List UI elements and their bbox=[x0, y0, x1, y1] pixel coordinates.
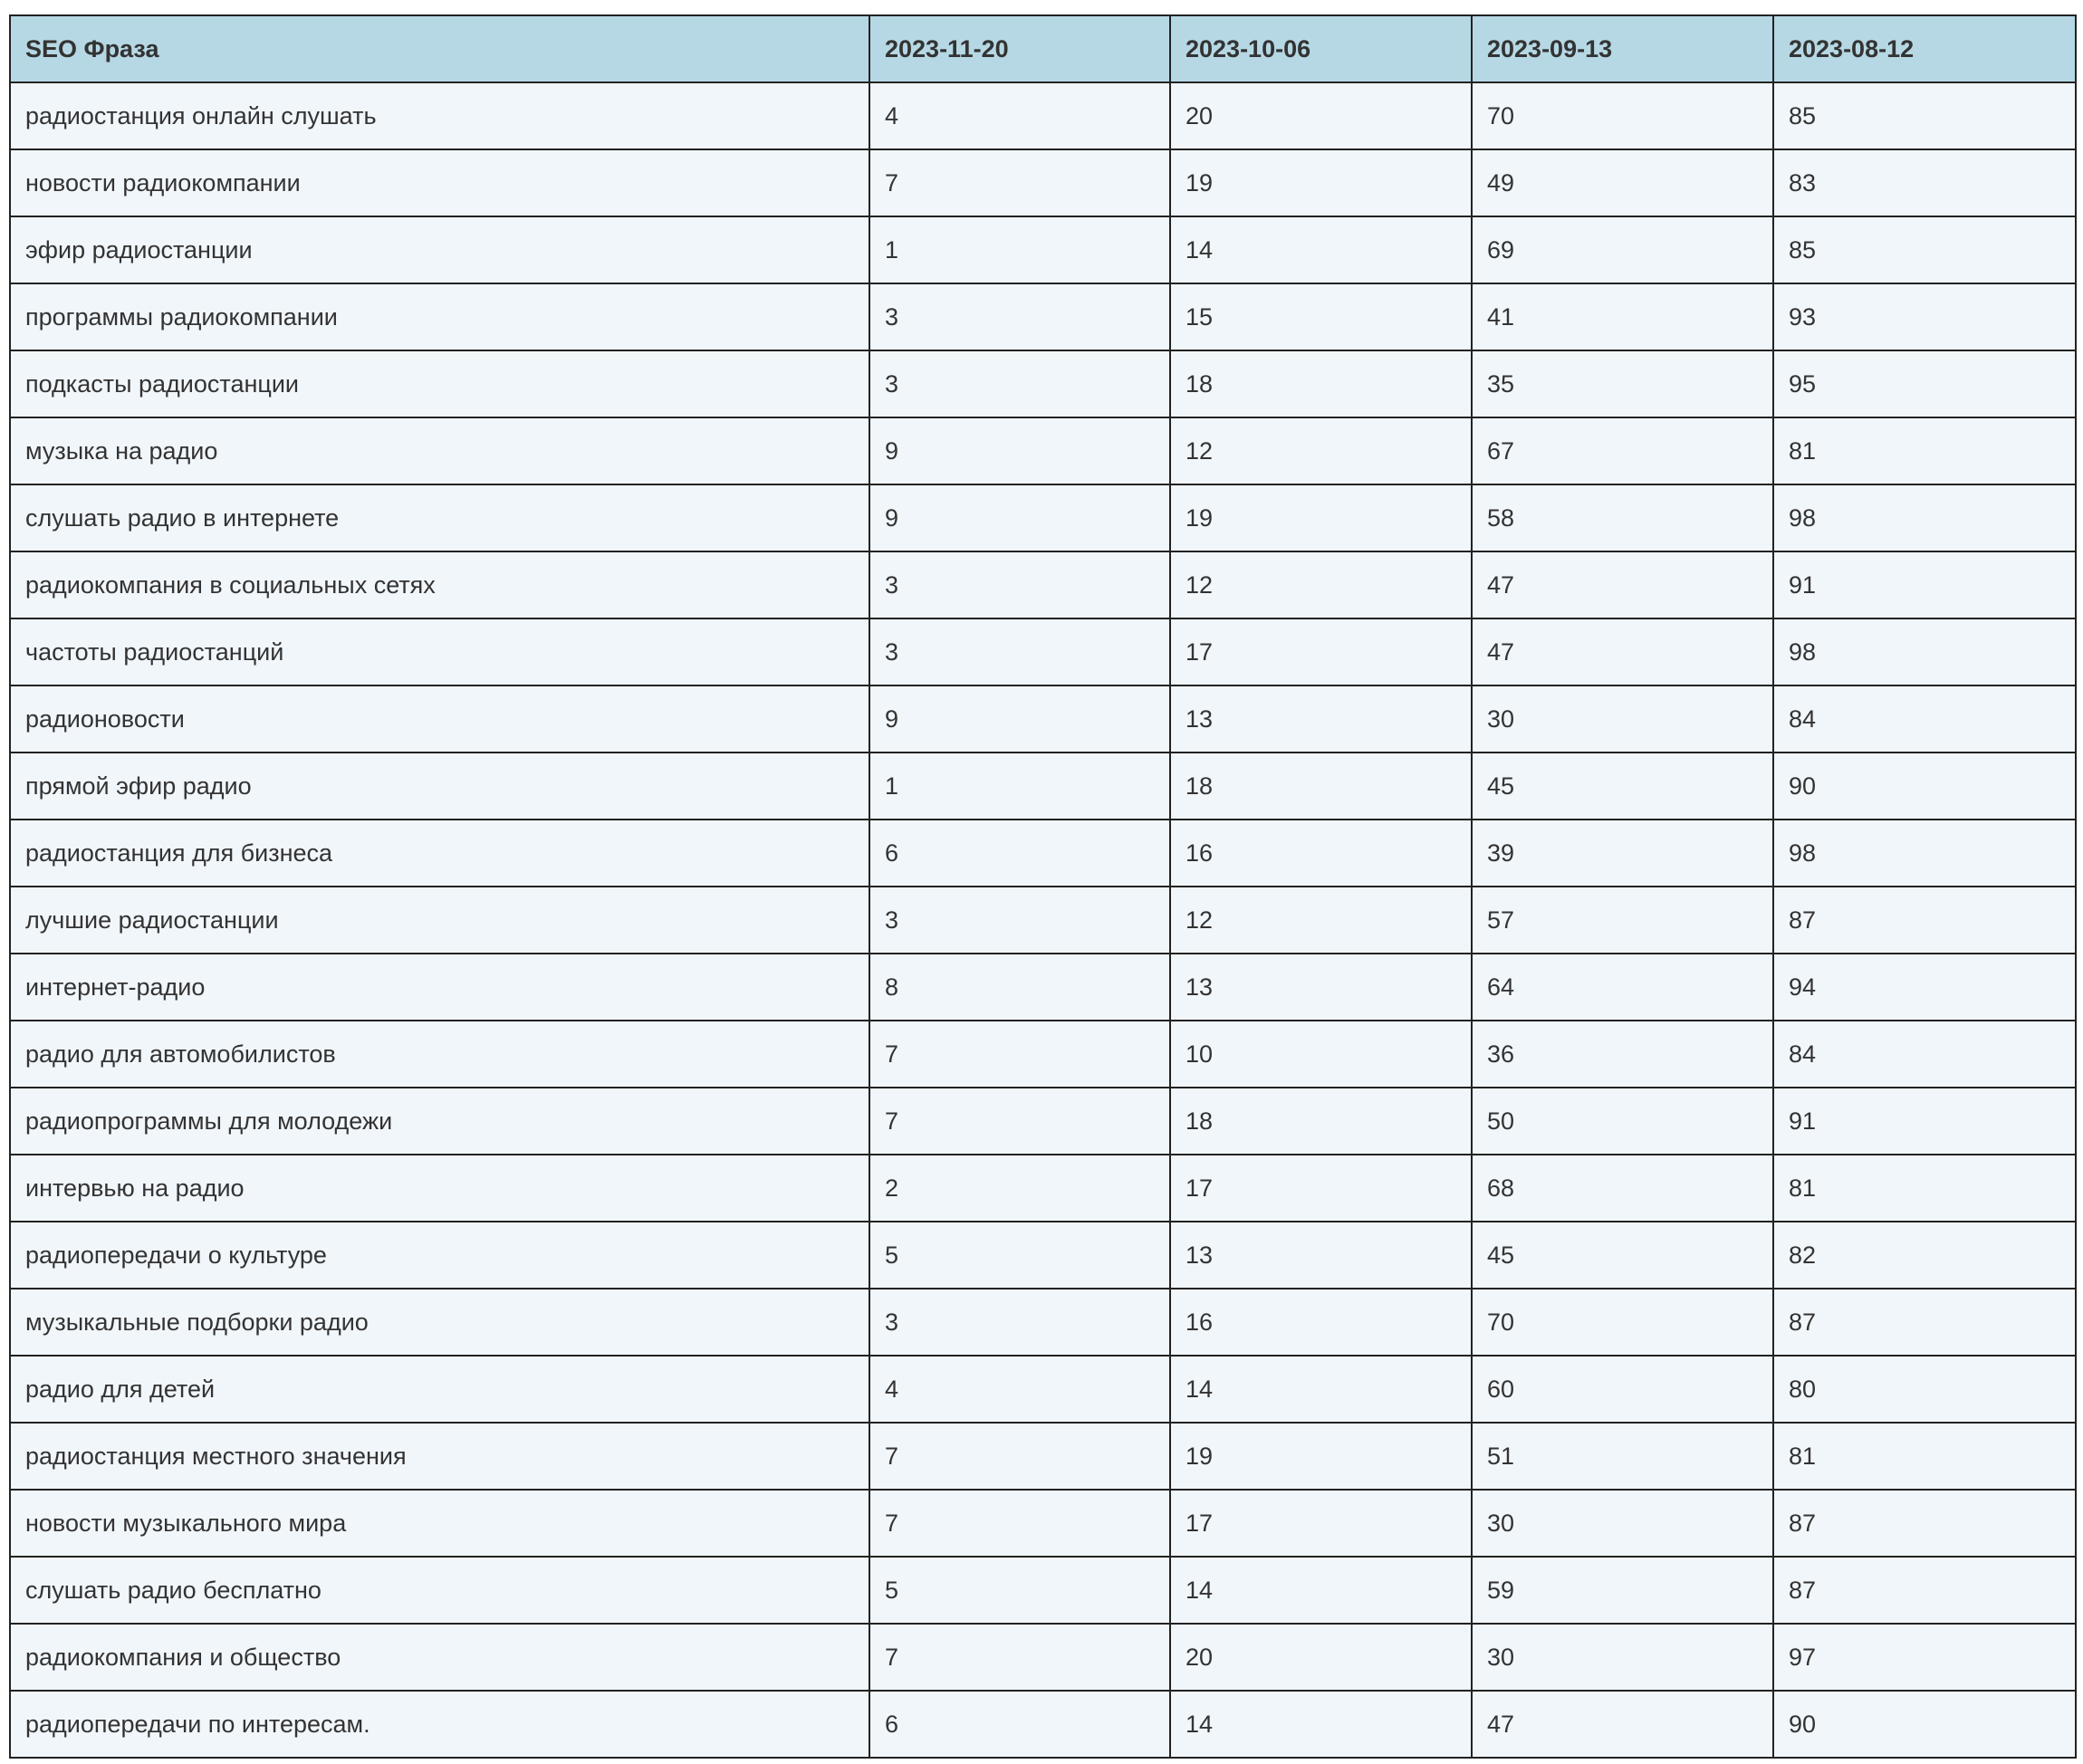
cell-seo-phrase: эфир радиостанции bbox=[10, 216, 869, 283]
cell-position: 17 bbox=[1170, 1490, 1472, 1557]
cell-position: 8 bbox=[869, 954, 1170, 1021]
cell-position: 6 bbox=[869, 820, 1170, 887]
cell-position: 93 bbox=[1773, 283, 2076, 350]
cell-position: 14 bbox=[1170, 216, 1472, 283]
cell-seo-phrase: частоты радиостанций bbox=[10, 618, 869, 685]
table-row bbox=[10, 149, 2076, 216]
cell-position: 7 bbox=[869, 1624, 1170, 1691]
cell-position: 98 bbox=[1773, 618, 2076, 685]
cell-position: 57 bbox=[1472, 887, 1773, 954]
cell-position: 35 bbox=[1472, 350, 1773, 417]
cell-position: 45 bbox=[1472, 1222, 1773, 1289]
table-row bbox=[10, 350, 2076, 417]
cell-position: 95 bbox=[1773, 350, 2076, 417]
cell-seo-phrase: слушать радио в интернете bbox=[10, 484, 869, 551]
cell-position: 16 bbox=[1170, 1289, 1472, 1356]
table-row bbox=[10, 887, 2076, 954]
cell-position: 98 bbox=[1773, 820, 2076, 887]
cell-position: 84 bbox=[1773, 685, 2076, 753]
cell-position: 49 bbox=[1472, 149, 1773, 216]
cell-position: 3 bbox=[869, 618, 1170, 685]
cell-position: 18 bbox=[1170, 1088, 1472, 1155]
table-row bbox=[10, 1423, 2076, 1490]
cell-position: 84 bbox=[1773, 1021, 2076, 1088]
cell-position: 7 bbox=[869, 1490, 1170, 1557]
cell-position: 47 bbox=[1472, 618, 1773, 685]
table-row bbox=[10, 283, 2076, 350]
cell-position: 47 bbox=[1472, 551, 1773, 618]
cell-position: 13 bbox=[1170, 954, 1472, 1021]
cell-position: 87 bbox=[1773, 1289, 2076, 1356]
column-header-date: 2023-09-13 bbox=[1472, 15, 1773, 82]
column-header-date: 2023-08-12 bbox=[1773, 15, 2076, 82]
cell-position: 1 bbox=[869, 753, 1170, 820]
cell-position: 10 bbox=[1170, 1021, 1472, 1088]
table-row bbox=[10, 1289, 2076, 1356]
cell-position: 91 bbox=[1773, 1088, 2076, 1155]
cell-position: 81 bbox=[1773, 417, 2076, 484]
cell-seo-phrase: радиопередачи о культуре bbox=[10, 1222, 869, 1289]
cell-position: 58 bbox=[1472, 484, 1773, 551]
table-row bbox=[10, 417, 2076, 484]
table-row bbox=[10, 1356, 2076, 1423]
cell-position: 94 bbox=[1773, 954, 2076, 1021]
table-row bbox=[10, 1490, 2076, 1557]
cell-position: 20 bbox=[1170, 1624, 1472, 1691]
column-header-phrase: SEO Фраза bbox=[10, 15, 869, 82]
cell-seo-phrase: музыка на радио bbox=[10, 417, 869, 484]
cell-seo-phrase: прямой эфир радио bbox=[10, 753, 869, 820]
cell-seo-phrase: радиопередачи по интересам. bbox=[10, 1691, 869, 1758]
cell-position: 3 bbox=[869, 350, 1170, 417]
table-row bbox=[10, 1557, 2076, 1624]
cell-position: 18 bbox=[1170, 753, 1472, 820]
cell-seo-phrase: радиостанция онлайн слушать bbox=[10, 82, 869, 149]
cell-position: 69 bbox=[1472, 216, 1773, 283]
cell-position: 90 bbox=[1773, 753, 2076, 820]
cell-position: 9 bbox=[869, 417, 1170, 484]
cell-position: 81 bbox=[1773, 1423, 2076, 1490]
cell-seo-phrase: музыкальные подборки радио bbox=[10, 1289, 869, 1356]
cell-seo-phrase: слушать радио бесплатно bbox=[10, 1557, 869, 1624]
cell-position: 3 bbox=[869, 1289, 1170, 1356]
cell-position: 9 bbox=[869, 685, 1170, 753]
cell-position: 67 bbox=[1472, 417, 1773, 484]
table-row bbox=[10, 820, 2076, 887]
cell-position: 3 bbox=[869, 551, 1170, 618]
cell-position: 15 bbox=[1170, 283, 1472, 350]
cell-position: 17 bbox=[1170, 618, 1472, 685]
cell-position: 5 bbox=[869, 1557, 1170, 1624]
cell-position: 39 bbox=[1472, 820, 1773, 887]
cell-position: 68 bbox=[1472, 1155, 1773, 1222]
column-header-date: 2023-10-06 bbox=[1170, 15, 1472, 82]
cell-position: 87 bbox=[1773, 1490, 2076, 1557]
cell-position: 90 bbox=[1773, 1691, 2076, 1758]
cell-position: 82 bbox=[1773, 1222, 2076, 1289]
table-row bbox=[10, 484, 2076, 551]
cell-position: 47 bbox=[1472, 1691, 1773, 1758]
cell-seo-phrase: радионовости bbox=[10, 685, 869, 753]
cell-position: 50 bbox=[1472, 1088, 1773, 1155]
cell-position: 13 bbox=[1170, 685, 1472, 753]
cell-position: 5 bbox=[869, 1222, 1170, 1289]
table-row bbox=[10, 1088, 2076, 1155]
cell-position: 45 bbox=[1472, 753, 1773, 820]
column-header-date: 2023-11-20 bbox=[869, 15, 1170, 82]
cell-position: 12 bbox=[1170, 887, 1472, 954]
cell-seo-phrase: радиостанция местного значения bbox=[10, 1423, 869, 1490]
cell-position: 3 bbox=[869, 887, 1170, 954]
cell-seo-phrase: радиопрограммы для молодежи bbox=[10, 1088, 869, 1155]
cell-position: 59 bbox=[1472, 1557, 1773, 1624]
table-row bbox=[10, 1691, 2076, 1758]
cell-position: 12 bbox=[1170, 417, 1472, 484]
cell-position: 19 bbox=[1170, 149, 1472, 216]
cell-seo-phrase: лучшие радиостанции bbox=[10, 887, 869, 954]
cell-position: 60 bbox=[1472, 1356, 1773, 1423]
cell-seo-phrase: радиокомпания в социальных сетях bbox=[10, 551, 869, 618]
cell-position: 30 bbox=[1472, 1490, 1773, 1557]
cell-position: 87 bbox=[1773, 1557, 2076, 1624]
cell-seo-phrase: новости радиокомпании bbox=[10, 149, 869, 216]
cell-position: 14 bbox=[1170, 1356, 1472, 1423]
cell-position: 1 bbox=[869, 216, 1170, 283]
cell-position: 30 bbox=[1472, 1624, 1773, 1691]
cell-position: 19 bbox=[1170, 484, 1472, 551]
cell-position: 16 bbox=[1170, 820, 1472, 887]
table-row bbox=[10, 216, 2076, 283]
table-row bbox=[10, 954, 2076, 1021]
cell-seo-phrase: подкасты радиостанции bbox=[10, 350, 869, 417]
cell-position: 7 bbox=[869, 1021, 1170, 1088]
cell-position: 12 bbox=[1170, 551, 1472, 618]
cell-position: 19 bbox=[1170, 1423, 1472, 1490]
cell-position: 70 bbox=[1472, 1289, 1773, 1356]
table-row bbox=[10, 618, 2076, 685]
cell-seo-phrase: радио для автомобилистов bbox=[10, 1021, 869, 1088]
cell-position: 98 bbox=[1773, 484, 2076, 551]
cell-position: 18 bbox=[1170, 350, 1472, 417]
cell-position: 70 bbox=[1472, 82, 1773, 149]
table-header-row bbox=[10, 15, 2076, 82]
cell-position: 83 bbox=[1773, 149, 2076, 216]
cell-position: 85 bbox=[1773, 82, 2076, 149]
cell-seo-phrase: радио для детей bbox=[10, 1356, 869, 1423]
table-row bbox=[10, 551, 2076, 618]
cell-seo-phrase: новости музыкального мира bbox=[10, 1490, 869, 1557]
cell-seo-phrase: программы радиокомпании bbox=[10, 283, 869, 350]
cell-position: 20 bbox=[1170, 82, 1472, 149]
table-row bbox=[10, 1222, 2076, 1289]
cell-position: 7 bbox=[869, 1088, 1170, 1155]
cell-seo-phrase: интервью на радио bbox=[10, 1155, 869, 1222]
cell-position: 97 bbox=[1773, 1624, 2076, 1691]
cell-position: 6 bbox=[869, 1691, 1170, 1758]
table-row bbox=[10, 1624, 2076, 1691]
table-row bbox=[10, 82, 2076, 149]
cell-position: 7 bbox=[869, 1423, 1170, 1490]
cell-seo-phrase: радиостанция для бизнеса bbox=[10, 820, 869, 887]
cell-position: 17 bbox=[1170, 1155, 1472, 1222]
cell-position: 13 bbox=[1170, 1222, 1472, 1289]
cell-position: 30 bbox=[1472, 685, 1773, 753]
cell-seo-phrase: радиокомпания и общество bbox=[10, 1624, 869, 1691]
table-row bbox=[10, 753, 2076, 820]
table-row bbox=[10, 685, 2076, 753]
cell-position: 80 bbox=[1773, 1356, 2076, 1423]
cell-position: 4 bbox=[869, 82, 1170, 149]
cell-position: 4 bbox=[869, 1356, 1170, 1423]
seo-rankings-table bbox=[9, 14, 2077, 1759]
table-row bbox=[10, 1021, 2076, 1088]
cell-position: 14 bbox=[1170, 1691, 1472, 1758]
table-row bbox=[10, 1155, 2076, 1222]
cell-position: 36 bbox=[1472, 1021, 1773, 1088]
cell-position: 91 bbox=[1773, 551, 2076, 618]
cell-position: 7 bbox=[869, 149, 1170, 216]
cell-position: 41 bbox=[1472, 283, 1773, 350]
cell-position: 64 bbox=[1472, 954, 1773, 1021]
cell-position: 2 bbox=[869, 1155, 1170, 1222]
cell-seo-phrase: интернет-радио bbox=[10, 954, 869, 1021]
cell-position: 85 bbox=[1773, 216, 2076, 283]
cell-position: 9 bbox=[869, 484, 1170, 551]
cell-position: 51 bbox=[1472, 1423, 1773, 1490]
cell-position: 87 bbox=[1773, 887, 2076, 954]
cell-position: 3 bbox=[869, 283, 1170, 350]
cell-position: 81 bbox=[1773, 1155, 2076, 1222]
cell-position: 14 bbox=[1170, 1557, 1472, 1624]
